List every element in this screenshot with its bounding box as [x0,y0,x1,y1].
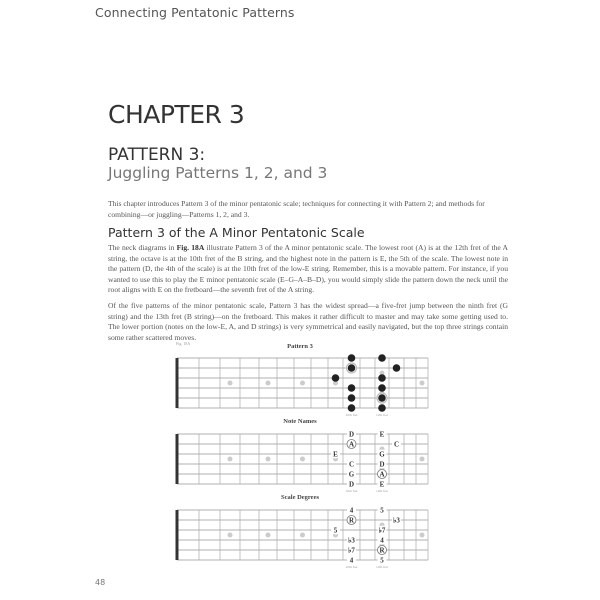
section-heading: Pattern 3 of the A Minor Pentatonic Scale [108,225,365,240]
note-label: ♭3 [393,516,400,525]
figure-label: Fig. 18A [176,341,191,346]
fret-number-label: 10th fret [345,413,358,417]
diagram-title-note-names: Note Names [283,418,317,425]
note-label: C [348,460,355,469]
note-label: 5 [380,556,384,565]
note-label: C [393,440,400,449]
intro-paragraph: This chapter introduces Pattern 3 of the minor pentatonic scale; techniques for connecting it with Pattern 2; and methods for combining—or juggling—Patterns 1, 2, and 3. [108,199,485,219]
note-dot-icon [378,374,386,382]
note-dot-icon [378,384,386,392]
diagram-title-scale-degrees: Scale Degrees [281,494,319,501]
note-dot-icon [348,394,356,402]
note-dot-icon [378,354,386,362]
note-label: 5 [380,506,384,515]
note-dot-icon [393,364,401,372]
inlay-dot-icon [420,457,425,462]
note-label: ♭7 [348,546,355,555]
inlay-dot-icon [420,533,425,538]
inlay-dot-icon [228,533,233,538]
figure-reference: Fig. 18A [176,243,205,252]
inlay-dot-icon [300,381,305,386]
p1-text: The neck diagrams in [108,243,177,252]
note-label: R [379,546,385,555]
running-head: Connecting Pentatonic Patterns [95,5,295,20]
inlay-dot-icon [420,381,425,386]
inlay-dot-icon [228,457,233,462]
pattern-title: PATTERN 3: [108,145,206,165]
note-dot-icon [348,354,356,362]
note-label: G [379,450,385,459]
note-dot-icon [348,364,356,372]
fret-number-label: 12th fret [376,565,388,569]
note-dot-icon [348,404,356,412]
note-dot-icon [378,404,386,412]
note-label: 4 [380,536,384,545]
p1-text-cont: illustrate Pattern 3 of the A minor pentatonic scale. The lowest root (A) is at the 12th fret of the A string, the octave is at the 10th fret of the B string, and the highest note in the pattern is E, the 5th of the scale. The lowest note in the pattern (D, the 4th of the scale) is at the 10th fret of the low-E string. Remember, this is a movable pattern. For instance, if you wanted to use this to play the E minor pentatonic scale (E–G–A–B–D), you would simply slide the pattern down the neck until the root aligns with E on the fretboard—the seventh fret of the A string. [108,243,508,294]
fret-number-label: 10th fret [345,565,358,569]
note-dot-icon [332,374,340,382]
inlay-dot-icon [266,457,271,462]
inlay-dot-icon [228,381,233,386]
inlay-dot-icon [300,457,305,462]
note-dot-icon [348,384,356,392]
note-label: D [379,460,385,469]
diagram-title-pattern: Pattern 3 [287,343,313,350]
note-label: 4 [349,556,354,565]
note-label: ♭3 [348,536,355,545]
note-label: ♭7 [378,526,386,535]
note-label: E [379,430,385,439]
note-label: A [379,470,385,479]
fret-number-label: 12th fret [376,413,388,417]
inlay-dot-icon [300,533,305,538]
note-label: D [348,480,355,489]
page-number: 48 [95,578,106,587]
note-label: G [348,470,355,479]
pattern-subtitle: Juggling Patterns 1, 2, and 3 [108,164,328,182]
note-label: E [379,480,385,489]
note-label: 4 [349,506,354,515]
note-dot-icon [378,394,386,402]
fret-number-label: 10th fret [345,489,358,493]
note-label: R [348,516,355,525]
note-label: D [348,430,355,439]
inlay-dot-icon [266,381,271,386]
note-label: E [333,450,338,459]
chapter-title: CHAPTER 3 [108,100,245,129]
note-label: 5 [333,526,338,535]
note-label: A [348,440,355,449]
body-paragraph-2: Of the five patterns of the minor pentatonic scale, Pattern 3 has the widest spread—a five-fret jump between the ninth fret (G string) and the 13th fret (B string)—on the fretboard. This makes it rather difficult to master and may take some getting used to. The lower portion (notes on the low-E, A, and D strings) is very symmetrical and easily navigated, but the top three strings contain some rather scattered moves. [108,301,508,342]
inlay-dot-icon [266,533,271,538]
fret-number-label: 12th fret [376,489,388,493]
